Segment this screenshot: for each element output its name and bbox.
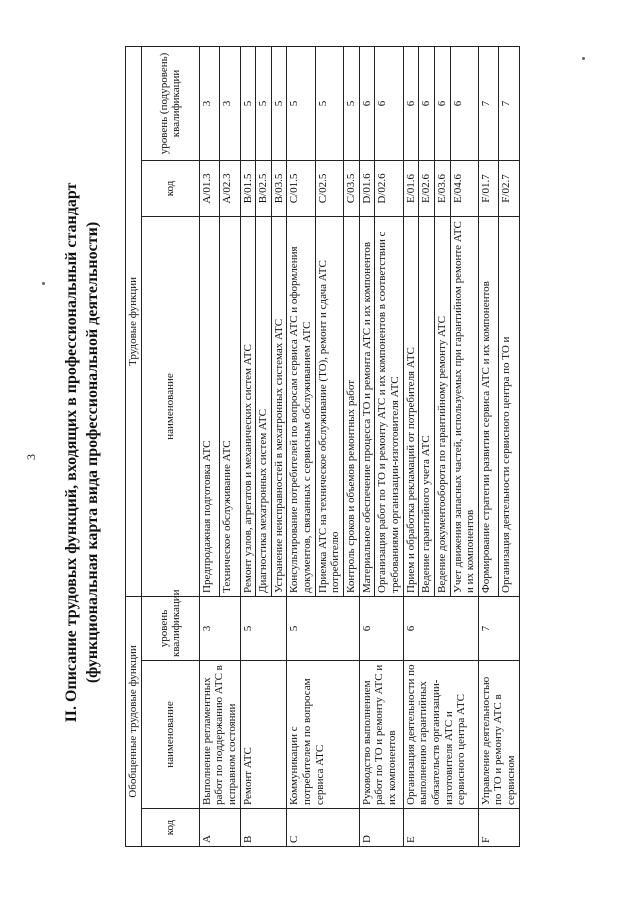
group-name: Организация деятельности по выполнению гарантийных обязательств организации-изготовителя АТС и сервисного центра АТС [403,661,478,809]
group-name: Выполнение регламентных работ по поддержанию АТС в исправном состоянии [199,661,240,809]
function-name: Прием и обработка рекламаций от потребителя АТС [403,216,419,596]
function-name: Консультирование потребителей по вопросам сервиса АТС и оформления документов, связанных с сервисным обслуживанием АТС [287,216,315,596]
table-row [199,46,219,846]
col-code-header: код [141,809,199,847]
function-code: C/01.5 [287,160,315,216]
col-level-header: уровень квалификации [141,596,199,660]
function-level: 5 [256,46,272,160]
function-code: F/02.7 [499,160,519,216]
function-code: E/02.6 [419,160,435,216]
scan-speck [42,282,45,285]
group-name: Ремонт АТС [240,661,287,809]
table-body [199,46,519,846]
function-code: E/01.6 [403,160,419,216]
function-code: F/01.7 [478,160,498,216]
function-level: 5 [240,46,256,160]
group-code: A [199,809,240,847]
function-level: 5 [315,46,343,160]
function-level: 3 [199,46,219,160]
function-level: 7 [499,46,519,160]
function-name: Приемка АТС на техническое обслуживание (ТО), ремонт и сдача АТС потребителю [315,216,343,596]
function-level: 6 [375,46,403,160]
group-code: B [240,809,287,847]
function-level: 6 [450,46,478,160]
function-name: Организация деятельности сервисного центра по ТО и [499,216,519,596]
function-code: A/02.3 [220,160,240,216]
function-level: 3 [220,46,240,160]
group-level: 7 [478,596,519,660]
group-code: F [478,809,519,847]
generalized-functions-header: Обобщенные трудовые функции [126,596,142,846]
function-code: C/03.5 [344,160,360,216]
group-code: C [287,809,359,847]
function-level: 6 [434,46,450,160]
col-function-name-header: наименование [141,216,199,596]
group-level: 6 [403,596,478,660]
function-level: 6 [403,46,419,160]
function-code: E/04.6 [450,160,478,216]
group-level: 5 [240,596,287,660]
page-number: 3 [24,454,38,460]
col-sublevel-header: уровень (подуровень) квалификации [141,46,199,160]
group-name: Управление деятельностью по ТО и ремонту АТС в сервисном [478,661,519,809]
function-code: E/03.6 [434,160,450,216]
group-name: Руководство выполнением работ по ТО и ремонту АТС и их компонентов [359,661,403,809]
function-code: D/01.6 [359,160,375,216]
table-row [287,46,315,846]
group-level: 6 [359,596,403,660]
group-code: D [359,809,403,847]
function-code: A/01.3 [199,160,219,216]
col-function-code-header: код [141,160,199,216]
table-row [240,46,256,846]
function-level: 6 [359,46,375,160]
scan-speck [582,57,585,60]
function-name: Формирование стратегии развития сервиса АТС и их компонентов [478,216,498,596]
function-name: Материальное обеспечение процесса ТО и ремонта АТС и их компонентов [359,216,375,596]
function-name: Устранение неисправностей в мехатронных системах АТС [271,216,287,596]
function-code: D/02.6 [375,160,403,216]
function-code: B/03.5 [271,160,287,216]
function-name: Ремонт узлов, агрегатов и механических систем АТС [240,216,256,596]
labor-functions-header: Трудовые функции [126,46,142,596]
function-code: B/02.5 [256,160,272,216]
function-name: Ведение документооборота по гарантийному ремонту АТС [434,216,450,596]
group-level: 5 [287,596,359,660]
function-level: 5 [271,46,287,160]
table-row [478,46,498,846]
function-level: 6 [419,46,435,160]
table-row [403,46,419,846]
function-code: B/01.5 [240,160,256,216]
function-name: Предпродажная подготовка АТС [199,216,219,596]
function-name: Организация работ по ТО и ремонту АТС и их компонентов в соответствии с требованиями организации-изготовителя АТС [375,216,403,596]
group-code: E [403,809,478,847]
function-code: C/02.5 [315,160,343,216]
function-name: Ведение гарантийного учета АТС [419,216,435,596]
function-name: Учет движения запасных частей, используемых при гарантийном ремонте АТС и их компонентов [450,216,478,596]
function-name: Контроль сроков и объемов ремонтных работ [344,216,360,596]
group-level: 3 [199,596,240,660]
table-row [359,46,375,846]
function-level: 5 [344,46,360,160]
col-name-header: наименование [141,661,199,809]
section-title: II. Описание трудовых функций, входящих в профессиональный стандарт [63,182,80,723]
functional-map-table [125,46,520,847]
function-level: 7 [478,46,498,160]
function-name: Техническое обслуживание АТС [220,216,240,596]
group-name: Коммуникации с потребителем по вопросам сервиса АТС [287,661,359,809]
section-subtitle: (функциональная карта вида профессиональной деятельности) [84,221,101,684]
function-level: 5 [287,46,315,160]
function-name: Диагностика мехатронных систем АТС [256,216,272,596]
